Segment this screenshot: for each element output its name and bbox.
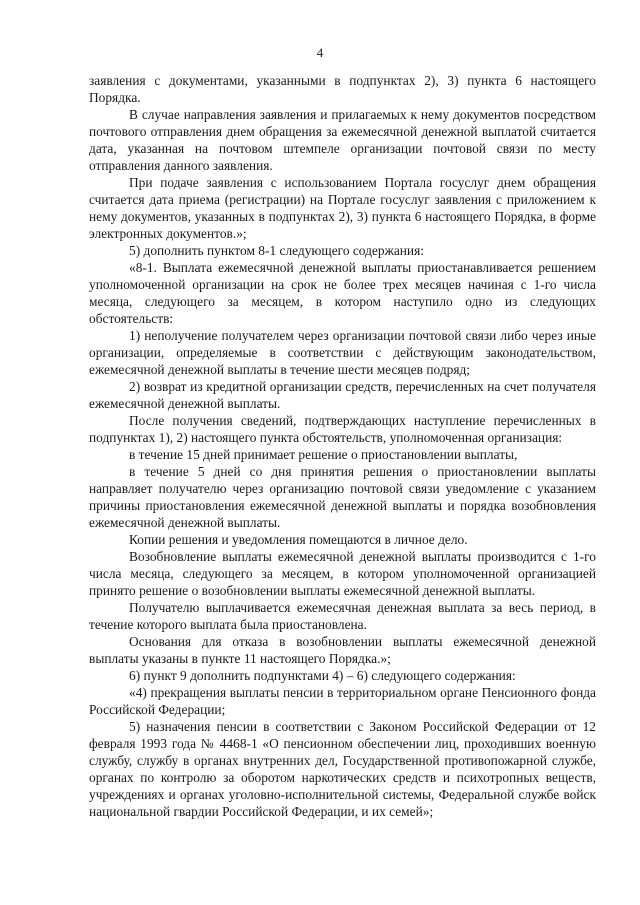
paragraph-11: Копии решения и уведомления помещаются в личное дело. (129, 532, 468, 547)
paragraph-15: 6) пункт 9 дополнить подпунктами 4) – 6) следующего содержания: (129, 668, 516, 683)
paragraph-4: 5) дополнить пунктом 8-1 следующего содержания: (129, 243, 424, 258)
paragraph-6: 1) неполучение получателем через организации почтовой связи либо через иные организации, определяемые в соответствии с действующим законодательством, ежемесячной денежной выплаты в течение шести месяцев подряд; (89, 328, 596, 377)
paragraph-17: 5) назначения пенсии в соответствии с Законом Российской Федерации от 12 февраля 1993 года № 4468-1 «О пенсионном обеспечении лиц, проходивших военную службу, службу в органах внутренних дел, Государственной противопожарной службе, органах по контролю за оборотом наркотических средств и психотропных веществ, учреждениях и органах уголовно-исполнительной системы, Федеральной службе войск национальной гвардии Российской Федерации, и их семей»; (89, 719, 596, 819)
paragraph-10: в течение 5 дней со дня принятия решения о приостановлении выплаты направляет получателю через организацию почтовой связи уведомление с указанием причины приостановления ежемесячной денежной выплаты и порядка возобновления ежемесячной денежной выплаты. (89, 464, 596, 530)
paragraph-14: Основания для отказа в возобновлении выплаты ежемесячной денежной выплаты указаны в пункте 11 настоящего Порядка.»; (89, 634, 596, 666)
paragraph-5: «8-1. Выплата ежемесячной денежной выплаты приостанавливается решением уполномоченной организации на срок не более трех месяцев начиная с 1-го числа месяца, следующего за месяцем, в котором наступило одно из следующих обстоятельств: (89, 260, 596, 326)
paragraph-3: При подаче заявления с использованием Портала госуслуг днем обращения считается дата приема (регистрации) на Портале госуслуг заявления с приложением к нему документов, указанных в подпунктах 2), 3) пункта 6 настоящего Порядка, в форме электронных документов.»; (89, 175, 596, 241)
paragraph-13: Получателю выплачивается ежемесячная денежная выплата за весь период, в течение которого выплата была приостановлена. (89, 600, 596, 632)
paragraph-8: После получения сведений, подтверждающих наступление перечисленных в подпунктах 1), 2) настоящего пункта обстоятельств, уполномоченная организация: (89, 413, 596, 445)
page-number: 4 (316, 45, 324, 60)
paragraph-7: 2) возврат из кредитной организации средств, перечисленных на счет получателя ежемесячной денежной выплаты. (89, 379, 596, 411)
paragraph-16: «4) прекращения выплаты пенсии в территориальном органе Пенсионного фонда Российской Федерации; (89, 685, 596, 717)
paragraph-9: в течение 15 дней принимает решение о приостановлении выплаты, (129, 447, 518, 462)
paragraph-1: заявления с документами, указанными в подпунктах 2), 3) пункта 6 настоящего Порядка. (89, 73, 596, 105)
paragraph-2: В случае направления заявления и прилагаемых к нему документов посредством почтового отправления днем обращения за ежемесячной денежной выплатой считается дата, указанная на почтовом штемпеле организации почтовой связи по месту отправления данного заявления. (89, 107, 596, 173)
paragraph-12: Возобновление выплаты ежемесячной денежной выплаты производится с 1-го числа месяца, следующего за месяцем, в котором уполномоченной организацией принято решение о возобновлении выплаты ежемесячной денежной выплаты. (89, 549, 596, 598)
document-body (89, 72, 596, 820)
